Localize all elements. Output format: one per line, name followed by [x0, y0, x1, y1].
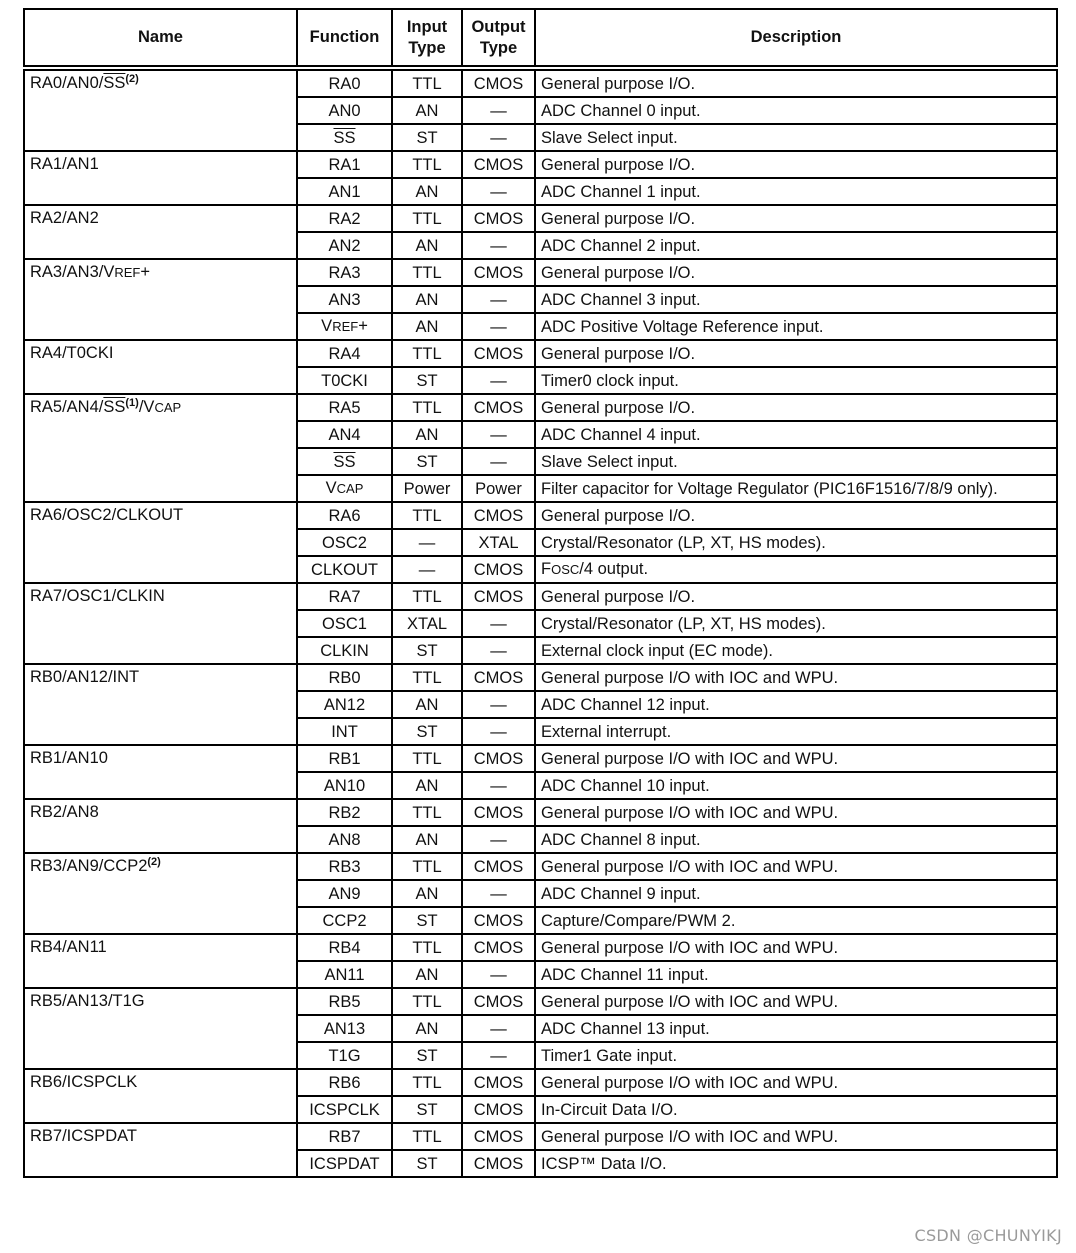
- input-type-cell: TTL: [392, 853, 462, 880]
- text-part: RA5/AN4/: [30, 398, 104, 416]
- output-type-cell: —: [462, 772, 535, 799]
- header-output-line1: Output: [471, 17, 526, 36]
- input-type-cell: AN: [392, 286, 462, 313]
- pin-name: RA7/OSC1/CLKIN: [24, 583, 297, 664]
- text-part: CAP: [336, 481, 364, 496]
- text-part: (1): [125, 397, 139, 409]
- text-part: F: [541, 560, 552, 578]
- output-type-cell: —: [462, 610, 535, 637]
- pin-name: RB4/AN11: [24, 934, 297, 988]
- pin-name: RA4/T0CKI: [24, 340, 297, 394]
- description-cell: ADC Channel 1 input.: [535, 178, 1057, 205]
- input-type-cell: AN: [392, 880, 462, 907]
- description-cell: General purpose I/O.: [535, 394, 1057, 421]
- input-type-cell: AN: [392, 961, 462, 988]
- function-cell: CLKOUT: [297, 556, 392, 583]
- table-row: [24, 799, 1057, 826]
- input-type-cell: ST: [392, 718, 462, 745]
- output-type-cell: XTAL: [462, 529, 535, 556]
- input-type-cell: TTL: [392, 583, 462, 610]
- output-type-cell: CMOS: [462, 799, 535, 826]
- output-type-cell: CMOS: [462, 664, 535, 691]
- pin-name: [24, 259, 297, 340]
- output-type-cell: —: [462, 178, 535, 205]
- table-row: [24, 664, 1057, 691]
- output-type-cell: CMOS: [462, 259, 535, 286]
- function-cell: RB5: [297, 988, 392, 1015]
- output-type-cell: —: [462, 826, 535, 853]
- input-type-cell: ST: [392, 1042, 462, 1069]
- output-type-cell: —: [462, 691, 535, 718]
- header-input-line1: Input: [406, 17, 448, 36]
- function-cell: INT: [297, 718, 392, 745]
- description-cell: General purpose I/O.: [535, 502, 1057, 529]
- function-cell: AN2: [297, 232, 392, 259]
- description-cell: General purpose I/O.: [535, 340, 1057, 367]
- description-cell: General purpose I/O with IOC and WPU.: [535, 1069, 1057, 1096]
- function-cell: AN0: [297, 97, 392, 124]
- function-cell: RB3: [297, 853, 392, 880]
- table-row: [24, 1069, 1057, 1096]
- description-cell: ADC Channel 13 input.: [535, 1015, 1057, 1042]
- description-cell: General purpose I/O with IOC and WPU.: [535, 853, 1057, 880]
- output-type-cell: —: [462, 880, 535, 907]
- function-cell: ICSPCLK: [297, 1096, 392, 1123]
- output-type-cell: CMOS: [462, 1123, 535, 1150]
- text-part: (2): [125, 73, 139, 85]
- output-type-cell: CMOS: [462, 934, 535, 961]
- header-name: Name: [24, 9, 297, 68]
- output-type-cell: CMOS: [462, 853, 535, 880]
- output-type-cell: CMOS: [462, 151, 535, 178]
- description-cell: External clock input (EC mode).: [535, 637, 1057, 664]
- output-type-cell: Power: [462, 475, 535, 502]
- pin-name: RA6/OSC2/CLKOUT: [24, 502, 297, 583]
- table-row: [24, 502, 1057, 529]
- pin-name: [24, 68, 297, 151]
- text-part: RA0/AN0/: [30, 74, 104, 92]
- output-type-cell: CMOS: [462, 907, 535, 934]
- output-type-cell: CMOS: [462, 556, 535, 583]
- input-type-cell: ST: [392, 907, 462, 934]
- function-cell: AN3: [297, 286, 392, 313]
- pin-name: RB7/ICSPDAT: [24, 1123, 297, 1177]
- description-cell: General purpose I/O.: [535, 259, 1057, 286]
- function-cell: T1G: [297, 1042, 392, 1069]
- function-cell: RA1: [297, 151, 392, 178]
- input-type-cell: Power: [392, 475, 462, 502]
- function-cell: ICSPDAT: [297, 1150, 392, 1177]
- pin-name: RA2/AN2: [24, 205, 297, 259]
- text-part: $\overline{SS}$: [103, 74, 126, 92]
- description-cell: General purpose I/O with IOC and WPU.: [535, 745, 1057, 772]
- description-cell: Capture/Compare/PWM 2.: [535, 907, 1057, 934]
- output-type-cell: —: [462, 124, 535, 151]
- description-cell: External interrupt.: [535, 718, 1057, 745]
- header-description: Description: [535, 9, 1057, 68]
- text-part: V: [321, 317, 333, 335]
- output-type-cell: —: [462, 367, 535, 394]
- text-part: REF: [332, 319, 359, 334]
- text-part: $\overline{SS}$: [103, 398, 126, 416]
- output-type-cell: CMOS: [462, 205, 535, 232]
- description-cell: General purpose I/O with IOC and WPU.: [535, 988, 1057, 1015]
- description-cell: Timer0 clock input.: [535, 367, 1057, 394]
- text-part: REF: [114, 265, 141, 280]
- input-type-cell: TTL: [392, 502, 462, 529]
- function-cell: $\overline{SS}$: [297, 124, 392, 151]
- pin-name: [24, 394, 297, 502]
- table-row: [24, 853, 1057, 880]
- table-header: [24, 9, 1057, 68]
- header-input-line2: Type: [408, 38, 446, 57]
- table-row: [24, 259, 1057, 286]
- function-cell: [297, 475, 392, 502]
- watermark: CSDN @CHUNYIKJ: [914, 1226, 1062, 1245]
- description-cell: [535, 556, 1057, 583]
- description-cell: In-Circuit Data I/O.: [535, 1096, 1057, 1123]
- input-type-cell: AN: [392, 313, 462, 340]
- input-type-cell: TTL: [392, 1123, 462, 1150]
- table-row: [24, 1123, 1057, 1150]
- output-type-cell: CMOS: [462, 988, 535, 1015]
- input-type-cell: AN: [392, 772, 462, 799]
- text-part: RB3/AN9/CCP2: [30, 857, 148, 875]
- output-type-cell: CMOS: [462, 1069, 535, 1096]
- description-cell: ADC Channel 11 input.: [535, 961, 1057, 988]
- header-function: Function: [297, 9, 392, 68]
- table-body: [24, 68, 1057, 1177]
- output-type-cell: —: [462, 961, 535, 988]
- description-cell: General purpose I/O with IOC and WPU.: [535, 1123, 1057, 1150]
- function-cell: OSC1: [297, 610, 392, 637]
- pin-name: RB5/AN13/T1G: [24, 988, 297, 1069]
- text-part: +: [140, 263, 151, 281]
- table-row: [24, 988, 1057, 1015]
- pin-name: RB2/AN8: [24, 799, 297, 853]
- output-type-cell: —: [462, 232, 535, 259]
- description-cell: ADC Channel 3 input.: [535, 286, 1057, 313]
- input-type-cell: TTL: [392, 745, 462, 772]
- input-type-cell: TTL: [392, 934, 462, 961]
- description-cell: ICSP™ Data I/O.: [535, 1150, 1057, 1177]
- function-cell: RB7: [297, 1123, 392, 1150]
- output-type-cell: —: [462, 286, 535, 313]
- pin-name: [24, 853, 297, 934]
- description-cell: Slave Select input.: [535, 124, 1057, 151]
- text-part: +: [358, 317, 368, 335]
- input-type-cell: TTL: [392, 151, 462, 178]
- description-cell: ADC Channel 8 input.: [535, 826, 1057, 853]
- table-row: [24, 394, 1057, 421]
- function-cell: [297, 313, 392, 340]
- pin-name: RA1/AN1: [24, 151, 297, 205]
- function-cell: AN13: [297, 1015, 392, 1042]
- output-type-cell: —: [462, 97, 535, 124]
- input-type-cell: TTL: [392, 664, 462, 691]
- input-type-cell: TTL: [392, 799, 462, 826]
- function-cell: RB1: [297, 745, 392, 772]
- function-cell: RA2: [297, 205, 392, 232]
- input-type-cell: TTL: [392, 259, 462, 286]
- description-cell: General purpose I/O.: [535, 583, 1057, 610]
- table-row: [24, 68, 1057, 97]
- input-type-cell: TTL: [392, 68, 462, 97]
- function-cell: RA6: [297, 502, 392, 529]
- function-cell: RA0: [297, 68, 392, 97]
- pin-allocation-table: [23, 8, 1058, 1178]
- function-cell: CLKIN: [297, 637, 392, 664]
- function-cell: RB0: [297, 664, 392, 691]
- input-type-cell: ST: [392, 1096, 462, 1123]
- description-cell: ADC Channel 9 input.: [535, 880, 1057, 907]
- table-row: [24, 583, 1057, 610]
- output-type-cell: CMOS: [462, 68, 535, 97]
- input-type-cell: AN: [392, 178, 462, 205]
- description-cell: ADC Channel 4 input.: [535, 421, 1057, 448]
- function-cell: AN4: [297, 421, 392, 448]
- output-type-cell: CMOS: [462, 1096, 535, 1123]
- function-cell: RB2: [297, 799, 392, 826]
- description-cell: Crystal/Resonator (LP, XT, HS modes).: [535, 610, 1057, 637]
- pin-name: RB0/AN12/INT: [24, 664, 297, 745]
- text-part: OSC: [551, 562, 580, 577]
- function-cell: RB4: [297, 934, 392, 961]
- output-type-cell: CMOS: [462, 1150, 535, 1177]
- header-input-type: [392, 9, 462, 68]
- output-type-cell: CMOS: [462, 583, 535, 610]
- description-cell: ADC Channel 10 input.: [535, 772, 1057, 799]
- description-cell: General purpose I/O with IOC and WPU.: [535, 664, 1057, 691]
- text-part: V: [325, 479, 337, 497]
- text-part: CAP: [154, 400, 182, 415]
- description-cell: ADC Positive Voltage Reference input.: [535, 313, 1057, 340]
- table-row: [24, 745, 1057, 772]
- table-row: [24, 340, 1057, 367]
- function-cell: $\overline{SS}$: [297, 448, 392, 475]
- text-part: /V: [138, 398, 155, 416]
- output-type-cell: CMOS: [462, 394, 535, 421]
- input-type-cell: TTL: [392, 988, 462, 1015]
- description-cell: ADC Channel 0 input.: [535, 97, 1057, 124]
- pin-name: RB6/ICSPCLK: [24, 1069, 297, 1123]
- output-type-cell: —: [462, 1042, 535, 1069]
- output-type-cell: CMOS: [462, 745, 535, 772]
- function-cell: RA7: [297, 583, 392, 610]
- input-type-cell: AN: [392, 826, 462, 853]
- function-cell: RA4: [297, 340, 392, 367]
- function-cell: RA5: [297, 394, 392, 421]
- input-type-cell: —: [392, 529, 462, 556]
- function-cell: RB6: [297, 1069, 392, 1096]
- description-cell: General purpose I/O.: [535, 205, 1057, 232]
- input-type-cell: AN: [392, 421, 462, 448]
- function-cell: OSC2: [297, 529, 392, 556]
- input-type-cell: ST: [392, 1150, 462, 1177]
- description-cell: ADC Channel 12 input.: [535, 691, 1057, 718]
- function-cell: AN12: [297, 691, 392, 718]
- input-type-cell: TTL: [392, 1069, 462, 1096]
- input-type-cell: ST: [392, 637, 462, 664]
- description-cell: General purpose I/O with IOC and WPU.: [535, 799, 1057, 826]
- input-type-cell: XTAL: [392, 610, 462, 637]
- function-cell: CCP2: [297, 907, 392, 934]
- table-row: [24, 205, 1057, 232]
- table-row: [24, 151, 1057, 178]
- function-cell: AN1: [297, 178, 392, 205]
- description-cell: Crystal/Resonator (LP, XT, HS modes).: [535, 529, 1057, 556]
- output-type-cell: —: [462, 448, 535, 475]
- description-cell: General purpose I/O with IOC and WPU.: [535, 934, 1057, 961]
- input-type-cell: AN: [392, 1015, 462, 1042]
- input-type-cell: AN: [392, 97, 462, 124]
- description-cell: General purpose I/O.: [535, 151, 1057, 178]
- text-part: (2): [147, 856, 161, 868]
- description-cell: Filter capacitor for Voltage Regulator (PIC16F1516/7/8/9 only).: [535, 475, 1057, 502]
- output-type-cell: —: [462, 313, 535, 340]
- description-cell: ADC Channel 2 input.: [535, 232, 1057, 259]
- description-cell: Slave Select input.: [535, 448, 1057, 475]
- input-type-cell: AN: [392, 691, 462, 718]
- input-type-cell: —: [392, 556, 462, 583]
- output-type-cell: CMOS: [462, 340, 535, 367]
- input-type-cell: TTL: [392, 340, 462, 367]
- output-type-cell: —: [462, 718, 535, 745]
- text-part: RA3/AN3/V: [30, 263, 115, 281]
- input-type-cell: TTL: [392, 205, 462, 232]
- output-type-cell: —: [462, 1015, 535, 1042]
- input-type-cell: ST: [392, 367, 462, 394]
- function-cell: AN9: [297, 880, 392, 907]
- input-type-cell: ST: [392, 448, 462, 475]
- input-type-cell: TTL: [392, 394, 462, 421]
- input-type-cell: AN: [392, 232, 462, 259]
- input-type-cell: ST: [392, 124, 462, 151]
- output-type-cell: CMOS: [462, 502, 535, 529]
- function-cell: T0CKI: [297, 367, 392, 394]
- output-type-cell: —: [462, 637, 535, 664]
- header-output-line2: Type: [479, 38, 518, 57]
- pin-name: RB1/AN10: [24, 745, 297, 799]
- description-cell: Timer1 Gate input.: [535, 1042, 1057, 1069]
- text-part: /4 output.: [579, 560, 649, 578]
- function-cell: AN10: [297, 772, 392, 799]
- header-output-type: [462, 9, 535, 68]
- function-cell: AN11: [297, 961, 392, 988]
- table-row: [24, 934, 1057, 961]
- description-cell: General purpose I/O.: [535, 68, 1057, 97]
- function-cell: RA3: [297, 259, 392, 286]
- function-cell: AN8: [297, 826, 392, 853]
- output-type-cell: —: [462, 421, 535, 448]
